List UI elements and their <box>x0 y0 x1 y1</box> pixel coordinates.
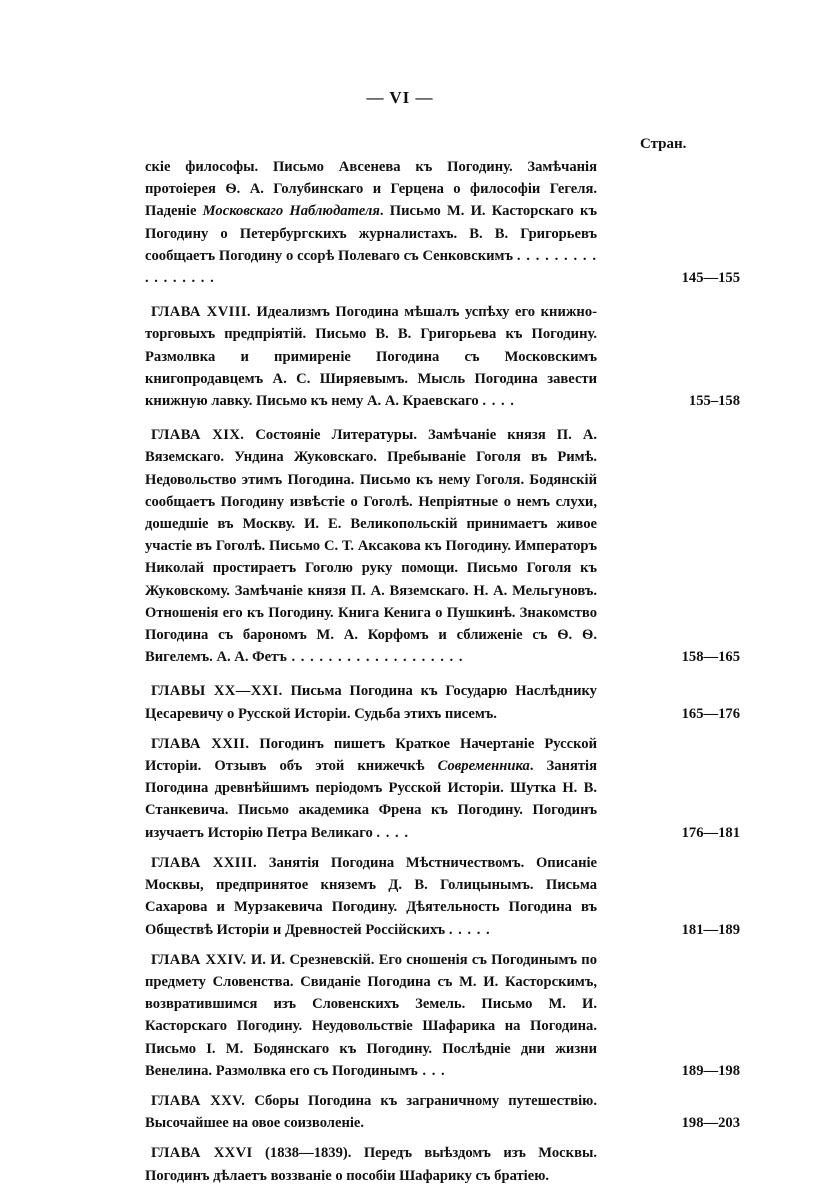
toc-entry <box>145 680 740 724</box>
dot-leader: . . . <box>417 1062 446 1079</box>
toc-entry <box>145 949 740 1082</box>
toc-entry <box>145 1090 740 1134</box>
entry-text: Сборы Погодина къ заграничному путешествію. Высочайшее на овое соизволеніе. <box>145 1092 597 1132</box>
page-range: 155–158 <box>688 393 740 410</box>
dot-leader: . . . . . . . . . . . . . . . . . <box>145 247 597 287</box>
toc-entry <box>145 852 740 941</box>
toc-entry-text <box>145 852 597 941</box>
entry-text: скіе философы. Письмо Авсенева къ Погодину. Замѣчанія протоіерея Ѳ. А. Голубинскаго и Герцена о философіи Гегеля. Паденіе <box>145 159 597 220</box>
dot-leader: . . . . <box>376 824 409 841</box>
page-range: 158—165 <box>681 649 740 666</box>
table-of-contents <box>145 156 740 1195</box>
chapter-heading: ГЛАВА XIX. <box>151 427 245 444</box>
chapter-heading: ГЛАВА XXIV. <box>151 951 247 968</box>
pages-column-header: Стран. <box>640 136 687 152</box>
chapter-heading: ГЛАВА XVIII. <box>151 304 251 321</box>
page-number: — VI — <box>366 88 434 107</box>
toc-entry-text <box>145 301 597 412</box>
entry-text: Письма Погодина къ Государю Наслѣднику Цесаревичу о Русской Исторіи. Судьба этихъ писемъ. <box>145 683 597 722</box>
toc-entry <box>145 733 740 844</box>
chapter-heading: ГЛАВЫ XX—XXI. <box>151 683 283 700</box>
entry-italic: Современника <box>437 758 530 775</box>
chapter-heading: ГЛАВА XXVI <box>151 1145 253 1162</box>
entry-text: Идеализмъ Погодина мѣшалъ успѣху его книжно-торговыхъ предпріятій. Письмо В. В. Григорьева къ Погодину. Размолвка и примиреніе Погодина съ Московскимъ книгопродавцемъ А. С. Ширяевымъ. Мысль Погодина завести книжную лавку. Письмо къ нему А. А. Краевскаго <box>145 304 597 410</box>
page-range: 189—198 <box>681 1062 740 1079</box>
toc-entry <box>145 424 740 668</box>
dot-leader: . . . . <box>482 393 515 410</box>
toc-entry-text <box>145 1142 597 1186</box>
chapter-heading: ГЛАВА XXII. <box>151 735 250 752</box>
entry-text: (1838—1839). Передъ выѣздомъ изъ Москвы. Погодинъ дѣлаетъ воззваніе о пособіи Шафарику съ братіею. <box>145 1145 597 1184</box>
toc-entry-text <box>145 680 597 724</box>
toc-entry <box>145 156 740 289</box>
entry-text: Занятія Погодина Мѣстничествомъ. Описаніе Москвы, предпринятое княземъ Д. В. Голицынымъ. Письма Сахарова и Мурзакевича Погодину. Дѣятельность Погодина въ Обществѣ Исторіи и Древностей Россійскихъ <box>145 854 598 938</box>
dot-leader: . . . . . . . . . . . . . . . . . . . <box>286 649 464 666</box>
entry-text: Погодинъ пишетъ Краткое Начертаніе Русской Исторіи. Отзывъ объ этой книжечкѣ <box>145 735 598 775</box>
chapter-heading: ГЛАВА XXV. <box>151 1092 246 1109</box>
toc-entry-text <box>145 156 597 289</box>
page-range: 181—189 <box>681 921 740 938</box>
page-range: 165—176 <box>681 705 740 722</box>
dot-leader: . . . . . <box>448 921 491 938</box>
toc-entry-text <box>145 733 597 844</box>
entry-italic: Московскаго Наблюдателя <box>202 203 380 220</box>
page-range: 176—181 <box>681 824 740 841</box>
toc-entry <box>145 301 740 412</box>
toc-entry-text <box>145 949 597 1082</box>
entry-text-after: . Письмо М. И. Касторскаго къ Погодину о Петербургскихъ журналистахъ. В. В. Григорьевъ сообщаетъ Погодину о ссорѣ Полеваго съ Сенковскимъ <box>145 203 597 264</box>
toc-entry <box>145 1142 597 1186</box>
toc-entry-text <box>145 1090 597 1134</box>
entry-text: Состояніе Литературы. Замѣчаніе князя П. А. Вяземскаго. Ундина Жуковскаго. Пребываніе Гоголя въ Римѣ. Недовольство этимъ Погодина. Письмо къ нему Гоголя. Бодянскій сообщаетъ Погодину извѣстіе о Гоголѣ. Непріятные о немъ слухи, дошедшіе въ Москву. И. Е. Великопольскій принимаетъ живое участіе въ Гоголѣ. Письмо С. Т. Аксакова къ Погодину. Императоръ Николай простираетъ Гоголю руку помощи. Письмо Гоголя къ Жуковскому. Замѣчаніе князя П. А. Вяземскаго. Н. А. Мельгуновъ. Отношенія его къ Погодину. Книга Кенига о Пушкинѣ. Знакомство Погодина съ барономъ М. А. Корфомъ и сближеніе съ Ѳ. Ѳ. Вигелемъ. А. А. Фетъ <box>145 427 598 666</box>
page-range: 145—155 <box>681 270 740 287</box>
page-range: 198—203 <box>681 1115 740 1132</box>
toc-entry-text <box>145 424 597 668</box>
chapter-heading: ГЛАВА XXIII. <box>151 854 258 871</box>
entry-text-after: . Занятія Погодина древнѣйшимъ періодомъ Русской Исторіи. Шутка Н. В. Станкевича. Письмо академика Френа къ Погодину. Погодинъ изучаетъ Исторію Петра Великаго <box>145 758 597 841</box>
entry-text: И. И. Срезневскій. Его сношенія съ Погодинымъ по предмету Словенства. Свиданіе Погодина съ М. И. Касторскимъ, возвратившимся изъ Словенскихъ Земель. Письмо М. И. Касторскаго Погодину. Неудовольствіе Шафарика на Погодина. Письмо І. М. Бодянскаго къ Погодину. Послѣдніе дни жизни Венелина. Размолвка его съ Погодинымъ <box>145 951 598 1079</box>
